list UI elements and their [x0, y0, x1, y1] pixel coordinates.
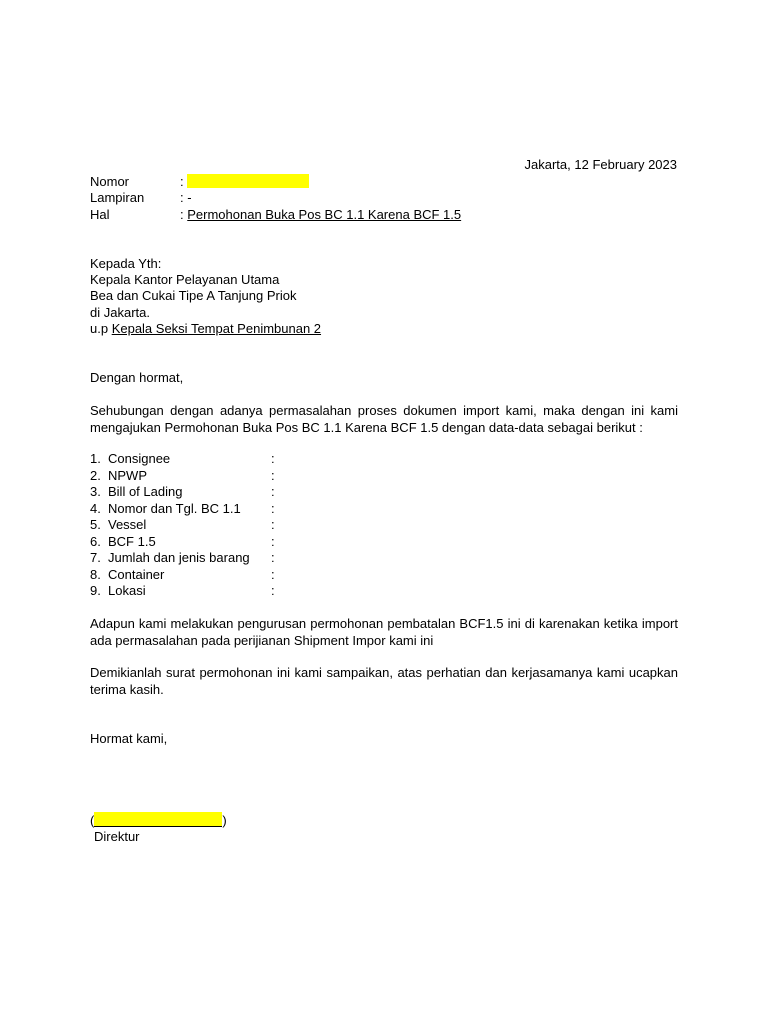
list-label: Vessel — [108, 517, 147, 532]
nomor-highlight-blank — [187, 174, 309, 188]
up-prefix: u.p — [90, 321, 112, 336]
list-number: 3. — [90, 484, 101, 499]
list-colon: : — [271, 500, 275, 516]
list-colon: : — [271, 566, 275, 582]
list-label: Jumlah dan jenis barang — [108, 550, 250, 565]
list-number: 4. — [90, 500, 101, 516]
lampiran-value: : - — [180, 190, 192, 205]
up-value: Kepala Seksi Tempat Penimbunan 2 — [111, 321, 322, 336]
list-colon: : — [271, 583, 275, 598]
recipient-line-2: Bea dan Cukai Tipe A Tanjung Priok — [90, 288, 297, 303]
closing-salutation: Hormat kami, — [90, 731, 168, 746]
signature-highlight-blank — [94, 812, 222, 827]
list-item — [90, 467, 275, 485]
list-label: Nomor dan Tgl. BC 1.1 — [108, 500, 241, 516]
list-colon: : — [271, 550, 275, 565]
list-item — [90, 566, 275, 584]
list-colon: : — [271, 517, 275, 532]
list-colon: : — [271, 467, 275, 483]
hal-colon: : — [180, 207, 184, 222]
hal-label: Hal — [90, 207, 110, 222]
recipient-greeting: Kepada Yth: — [90, 256, 162, 271]
nomor-colon: : — [180, 174, 184, 189]
list-number: 8. — [90, 566, 101, 582]
list-item — [90, 484, 275, 501]
meta-hal — [90, 207, 461, 224]
hal-value: Permohonan Buka Pos BC 1.1 Karena BCF 1.5 — [187, 207, 462, 222]
data-list — [90, 451, 275, 600]
list-item — [90, 533, 275, 551]
nomor-label: Nomor — [90, 174, 130, 189]
intro-paragraph: Sehubungan dengan adanya permasalahan proses dokumen import kami, maka dengan ini kami mengajukan Permohonan Buka Pos BC 1.1 Karena BCF 1.5 dengan data-data sebagai berikut : — [90, 403, 678, 435]
list-item — [90, 517, 275, 534]
signature-open-paren: ( — [90, 813, 95, 828]
list-number: 5. — [90, 517, 101, 532]
list-colon: : — [271, 533, 275, 549]
list-item — [90, 583, 275, 600]
list-colon: : — [271, 484, 275, 499]
list-label: Lokasi — [108, 583, 146, 598]
list-number: 9. — [90, 583, 101, 598]
list-label: Consignee — [108, 451, 171, 466]
closing-paragraph: Demikianlah surat permohonan ini kami sampaikan, atas perhatian dan kerjasamanya kami ucapkan terima kasih. — [90, 665, 678, 697]
lampiran-label: Lampiran — [90, 190, 145, 205]
signature-title: Direktur — [94, 829, 140, 844]
list-item — [90, 550, 275, 567]
letter-date: Jakarta, 12 February 2023 — [524, 157, 677, 172]
list-item — [90, 451, 275, 468]
recipient-line-1: Kepala Kantor Pelayanan Utama — [90, 272, 280, 287]
recipient-up — [90, 321, 321, 338]
salutation: Dengan hormat, — [90, 370, 184, 385]
list-label: BCF 1.5 — [108, 533, 156, 549]
meta-lampiran — [90, 190, 192, 207]
meta-nomor — [90, 174, 309, 191]
list-label: Bill of Lading — [108, 484, 183, 499]
list-number: 7. — [90, 550, 101, 565]
list-label: Container — [108, 566, 165, 582]
list-item — [90, 500, 275, 518]
list-number: 6. — [90, 533, 101, 549]
list-number: 2. — [90, 467, 101, 483]
list-number: 1. — [90, 451, 101, 466]
list-label: NPWP — [108, 467, 147, 483]
recipient-line-3: di Jakarta. — [90, 305, 150, 320]
reason-paragraph: Adapun kami melakukan pengurusan permohonan pembatalan BCF1.5 ini di karenakan ketika import ada permasalahan pada perijianan Shipment Impor kami ini — [90, 616, 678, 648]
signature-close-paren: ) — [222, 813, 227, 828]
signature-block — [90, 812, 227, 830]
list-colon: : — [271, 451, 275, 466]
